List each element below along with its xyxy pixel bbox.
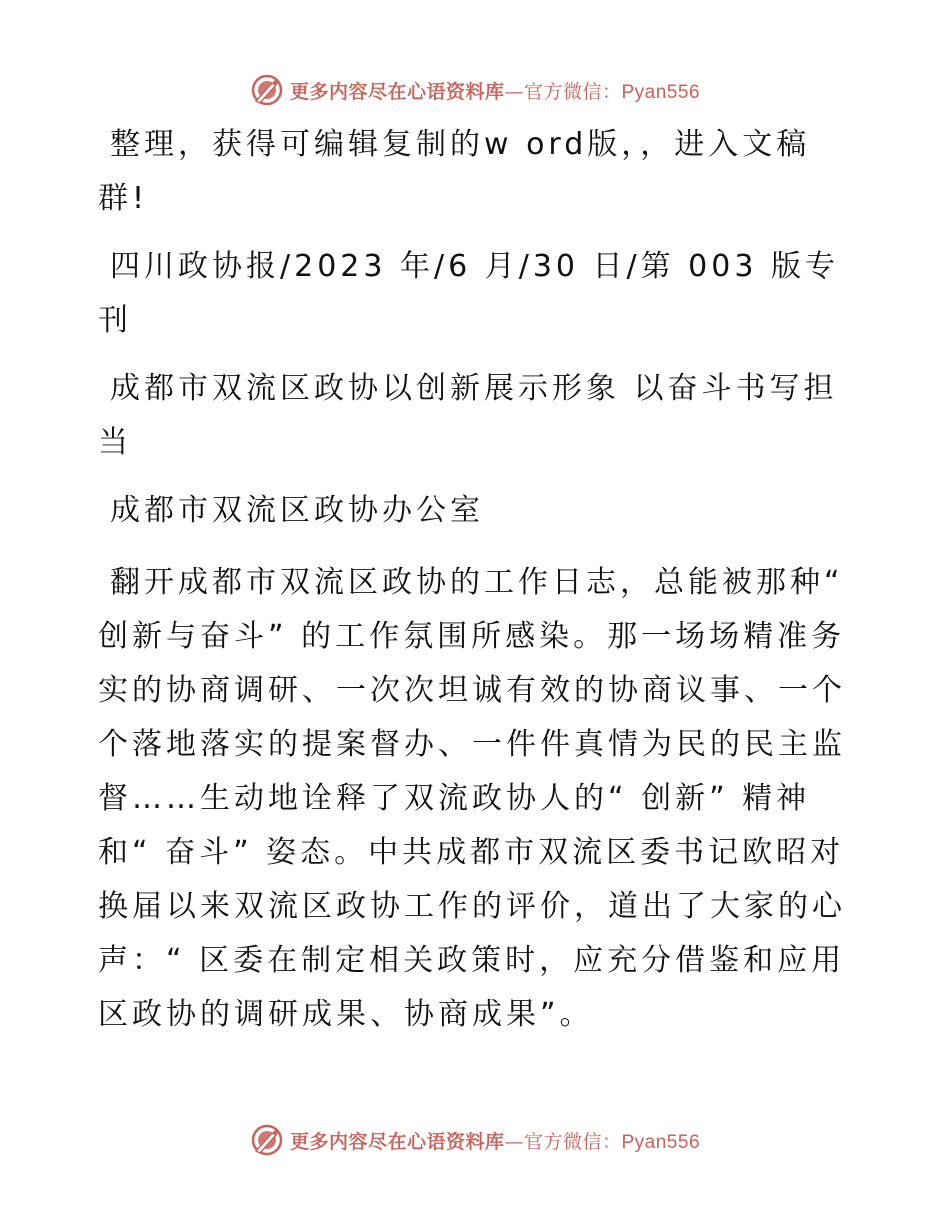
watermark-separator: — [504, 1130, 524, 1153]
article-author: 成都市双流区政协办公室 [110, 493, 484, 528]
watermark-brand: 更多内容尽在心语资料库 [289, 80, 505, 103]
document-body [98, 118, 858, 1056]
watermark-brand: 更多内容尽在心语资料库 [289, 1130, 505, 1153]
watermark-contact: 官方微信：Pyan556 [524, 1131, 701, 1153]
source-line: 四川政协报/2023 年/6 月/30 日/第 003 版专刊 [98, 249, 839, 338]
watermark-separator: — [504, 80, 524, 103]
footer-watermark [0, 1120, 950, 1160]
watermark-contact: 官方微信：Pyan556 [524, 81, 701, 103]
watermark-text [290, 1127, 700, 1154]
intro-paragraph: 整理，获得可编辑复制的w ord版，，进入文稿群! [98, 127, 811, 216]
article-headline: 成都市双流区政协以创新展示形象 以奋斗书写担当 [98, 371, 838, 460]
watermark-text [290, 77, 700, 104]
header-watermark [0, 70, 950, 110]
pen-logo-icon [250, 73, 284, 107]
pen-logo-icon [250, 1123, 284, 1157]
article-body-paragraph: 翻开成都市双流区政协的工作日志，总能被那种“ 创新与奋斗” 的工作氛围所感染。那一场场精准务实的协商调研、一次次坦诚有效的协商议事、一个个落地落实的提案督办、一件件真情为民的民主监督……生动地诠释了双流政协人的“ 创新” 精神和“ 奋斗” 姿态。中共成都市双流区委书记欧昭对换届以来双流区政协工作的评价，道出了大家的心声：“ 区委在制定相关政策时，应充分借鉴和应用区政协的调研成果、协商成果”。 [98, 565, 846, 1032]
